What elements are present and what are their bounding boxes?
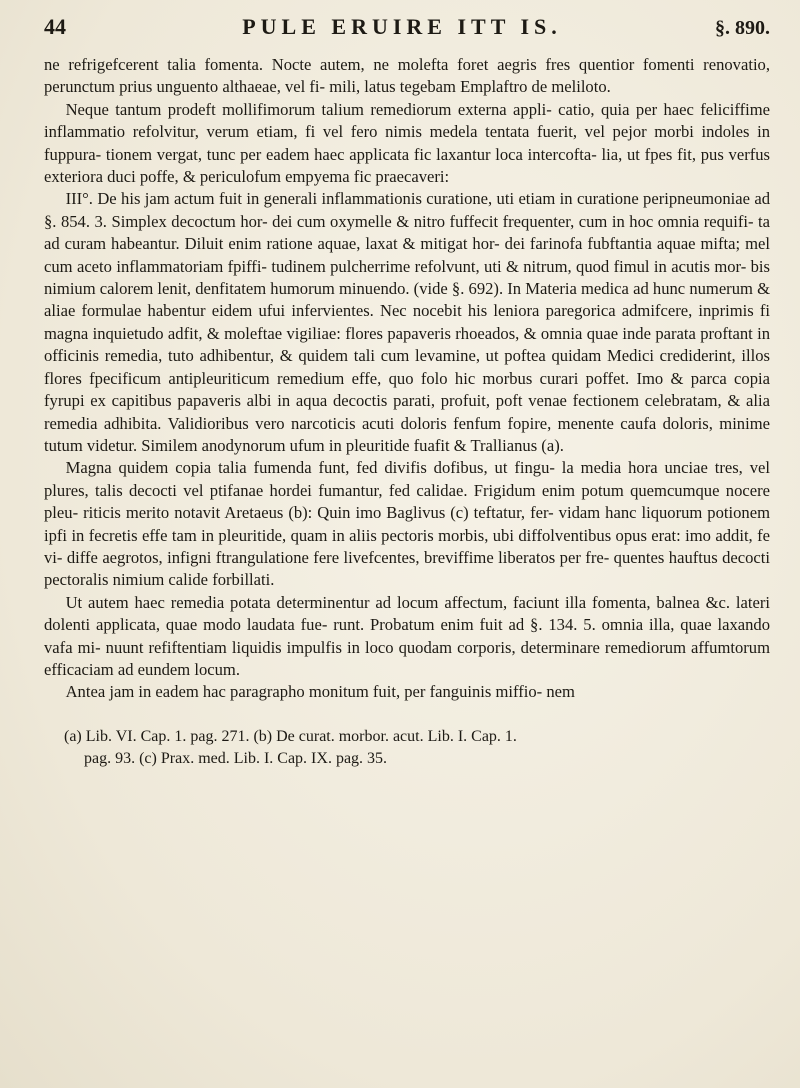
paragraph: Antea jam in eadem hac paragrapho monitum fuit, per fanguinis miffio- nem bbox=[65, 682, 575, 702]
paragraph: Neque tantum prodeft mollifimorum talium remediorum externa appli- catio, quia per haec feliciffime inflammatio refolvitur, verum etiam, fi vel fero nimis medela tentata fuerit, vel pejor morbi indoles in fuppura- tionem vergat, tunc per eadem haec applicata fic laxantur loca intercofta- lia, ut fpes fit, pus verfus exteriora duci poffe, & periculofum empyema fic praecaveri: bbox=[44, 99, 770, 187]
paragraph: III°. De his jam actum fuit in generali inflammationis curatione, uti etiam in curatione peripneumoniae ad §. 854. 3. Simplex decoctum hor- dei cum oxymelle & nitro fuffecit frequenter, cum in hoc omnia requifi- ta ad curam habeantur. Diluit enim ratione aquae, laxat & mitigat hor- dei farinofa fubftantia aquae mifta; mel cum aceto inflammatoriam fpiffi- tudinem pulcherrime refolvunt, uti & nitrum, quod fimul in acutis mor- bis nimium calorem lenit, denfitatem humorum minuendo. (vide §. 692). In Materia medica ad hunc numerum & aliae formulae habentur eidem ufui infervientes. Nec nocebit his leniora paregorica admifcere, inprimis fi magna inquietudo adfit, & moleftae vigiliae: flores papaveris rhoeados, & omnia quae inde parata proftant in officinis remedia, tuto adhibentur, & quidem tali cum levamine, ut poftea quidam Medici crediderint, illos flores fpecificum antipleuriticum remedium effe, quo folo hic morbus curari poffet. Imo & parca copia fyrupi ex capitibus papaveris albi in aqua decoctis parati, profuit, poft venae fectionem celebratam, & alia remedia adhibita. Validioribus vero narcoticis acuti doloris fenfum fopire, menente caufa doloris, minime tutum videtur. Similem anodynorum ufum in pleuritide fuafit & Trallianus (a). bbox=[44, 189, 770, 455]
footnotes bbox=[44, 726, 770, 770]
running-title: PULE ERUIRE ITT IS. bbox=[242, 14, 562, 39]
page-number: 44 bbox=[44, 14, 66, 39]
footnote-line: (a) Lib. VI. Cap. 1. pag. 271. (b) De curat. morbor. acut. Lib. I. Cap. 1. bbox=[64, 727, 517, 745]
paragraph: Magna quidem copia talia fumenda funt, fed divifis dofibus, ut fingu- la media hora unciae tres, vel plures, talis decocti vel ptifanae hordei fumantur, fed calidae. Frigidum enim potum quemcumque nocere pleu- riticis merito notavit Aretaeus (b): Quin imo Baglivus (c) teftatur, fer- vidam hanc liquorum potionem ipfi in fecretis effe tam in pleuritide, quam in aliis pectoris morbis, ubi diffolventibus opus erat: imo addit, fe vi- diffe aegrotos, infigni ftrangulatione fere livefcentes, breviffime liberatos per fre- quentes hauftus decocti pectoralis nimium calide forbillati. bbox=[44, 458, 770, 590]
page-header bbox=[44, 14, 770, 44]
body-text bbox=[44, 54, 770, 704]
section-marker: §. 890. bbox=[715, 17, 770, 39]
footnote-line: pag. 93. (c) Prax. med. Lib. I. Cap. IX. pag. 35. bbox=[84, 749, 388, 767]
paragraph: ne refrigefcerent talia fomenta. Nocte autem, ne molefta foret aegris fres quentior fomenti renovatio, perunctum prius unguento althaeae, vel fi- mili, latus tegebam Emplaftro de meliloto. bbox=[44, 55, 770, 97]
paragraph: Ut autem haec remedia potata determinentur ad locum affectum, faciunt illa fomenta, balnea &c. lateri dolenti applicata, quae modo laudata fue- runt. Probatum enim fuit ad §. 134. 5. omnia illa, quae laxando vafa mi- nuunt refiftentiam liquidis impulfis in loco quodam corporis, determinare remediorum affumtorum efficaciam ad eundem locum. bbox=[44, 592, 770, 679]
